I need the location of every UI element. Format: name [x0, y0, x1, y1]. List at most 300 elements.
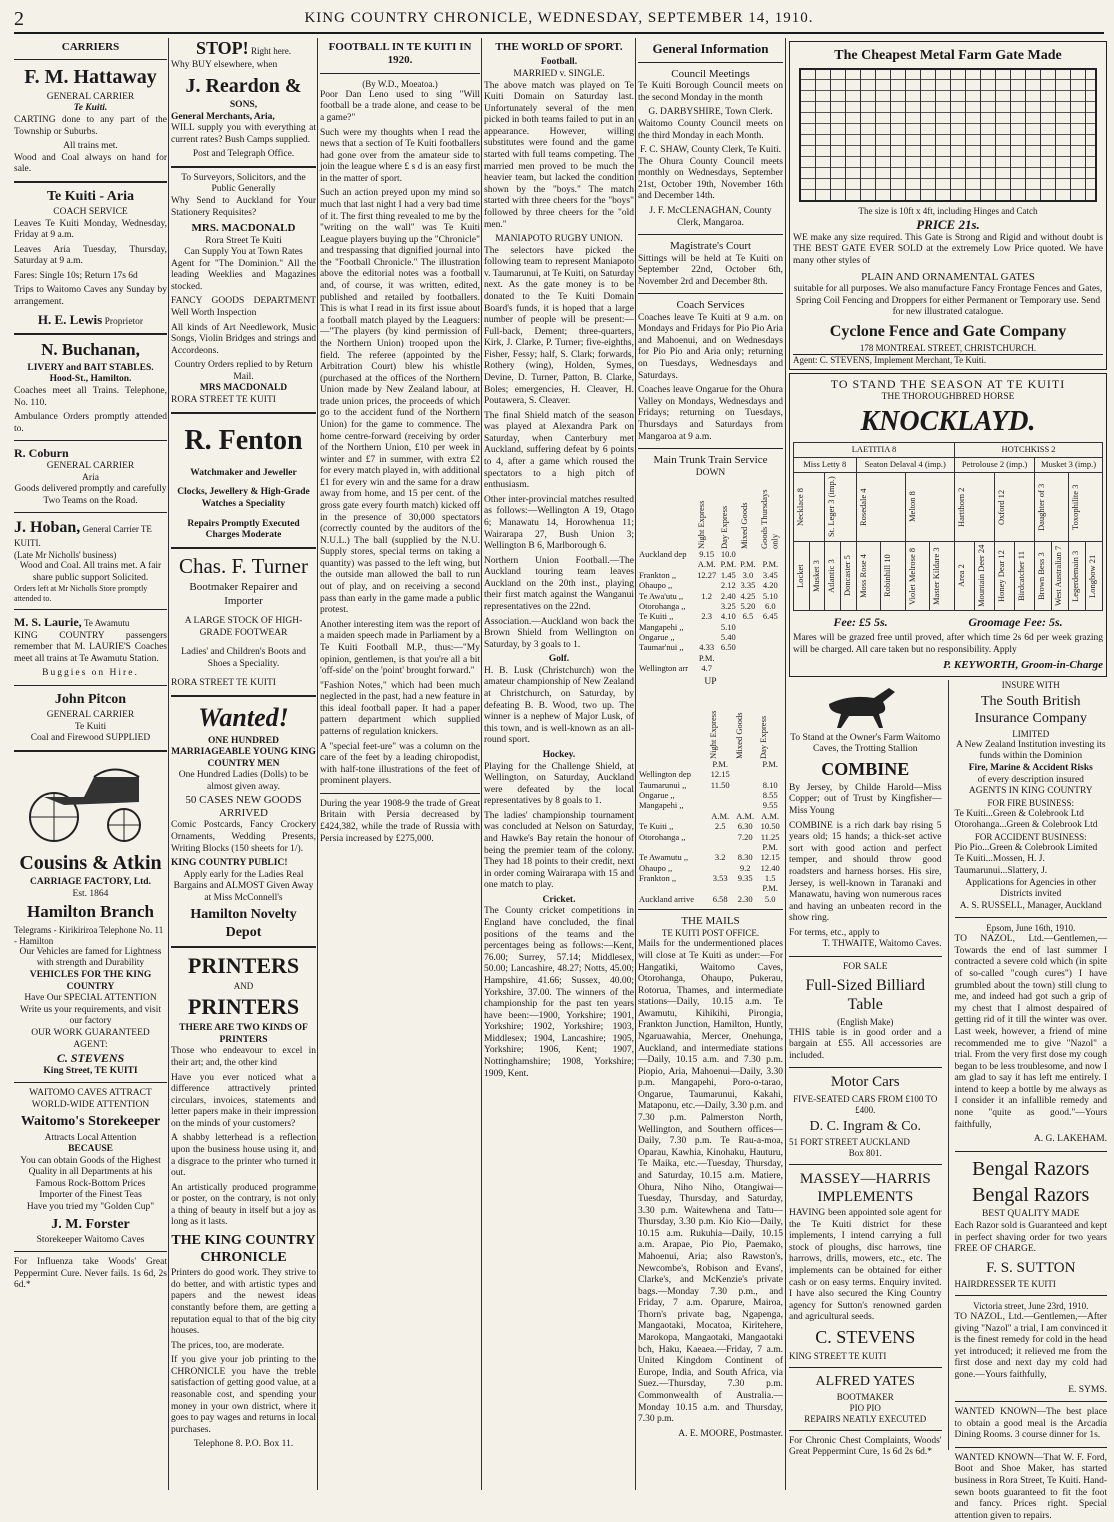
gate-body-2: suitable for all purposes. We also manufacture Fancy Frontage Fences and Gates, Spring Coil Fencing and Droppers for either Permanent or Temporary use. Send for new illustrated catalogue.: [793, 284, 1103, 318]
pedigree-cell: Robinhill 10: [881, 541, 906, 610]
timetable-row: [638, 873, 783, 883]
fenton-clocks: Clocks, Jewellery & High-Grade Watches a Speciality: [177, 487, 310, 509]
hattaway-trains: All trains met.: [63, 141, 118, 152]
lewis-role: Proprietor: [104, 316, 144, 327]
sport-hockey: Hockey.: [542, 749, 576, 760]
sb-limited: LIMITED: [1012, 728, 1050, 739]
timetable-station: Frankton ,,: [639, 872, 677, 883]
timetable-time: 3.2: [714, 852, 726, 863]
yates-role: BOOTMAKER: [836, 1391, 894, 1402]
timetable-time: P.M.: [740, 559, 756, 570]
novelty-depot: Hamilton Novelty Depot: [190, 907, 297, 940]
buchanan-ambulance: Ambulance Orders promptly attended to.: [14, 412, 167, 434]
timetable-time: 9.15: [699, 549, 715, 560]
telephone: Telephone 8. P.O. Box 11.: [193, 1439, 294, 1450]
rora-street: RORA STREET TE KUITI: [171, 395, 276, 406]
aria-fares: Fares: Single 10s; Return 17s 6d: [14, 270, 138, 281]
timetable-station: Wellington dep: [639, 769, 691, 780]
timetable-station: Otorohanga ,,: [639, 600, 686, 611]
timetable-time: [695, 632, 719, 642]
newspaper-title: KING COUNTRY CHRONICLE, WEDNESDAY, SEPTEMBER 14, 1910.: [304, 10, 814, 26]
vehicles-guarantee: OUR WORK GUARANTEED: [31, 1027, 150, 1038]
timetable-time: 5.40: [720, 631, 736, 642]
sb-for-fire: FOR FIRE BUSINESS:: [987, 797, 1075, 808]
magistrate-heading: Magistrate's Court: [669, 240, 752, 253]
fenton-charges: Charges Moderate: [205, 530, 282, 541]
timetable-station: Otorohanga ,,: [639, 831, 686, 842]
timetable-row: [638, 894, 783, 904]
fancy-body: All kinds of Art Needlework, Music Songs, Violin Bridges and strings and Accordeons.: [171, 322, 316, 356]
forster-name: J. M. Forster: [51, 1216, 130, 1232]
pedigree-table: [793, 442, 1103, 611]
to-surveyors: To Surveyors, Solicitors, and the Public Generally: [181, 172, 306, 195]
masthead: [14, 6, 1104, 34]
printers-body-1: Those who endeavour to excel in their art; and, the other kind: [171, 1046, 316, 1068]
chronicle-body-1: Printers do good work. They strive to do better, and with artistic types and papers and the newest ideas constantly before them, are getting a reputation equal to that of the big city houses.: [171, 1268, 316, 1337]
pedigree-cell: Miss Letty 8: [794, 457, 857, 472]
timetable-station: [638, 811, 707, 821]
because-heading: BECAUSE: [68, 1144, 113, 1155]
maniapoto-union: MANIAPOTO RUGBY UNION.: [495, 234, 623, 245]
timetable-time: 11.50: [710, 779, 730, 790]
pedigree-cell: Mountain Deer 24: [975, 541, 995, 610]
timetable-time: 5.10: [762, 590, 778, 601]
timetable-time: [733, 800, 757, 810]
subcolumn-rule: [948, 680, 949, 1450]
column-rule: [785, 38, 786, 1490]
stevens-name: C. STEVENS: [815, 1326, 916, 1347]
pedigree-cell: Doncaster 5: [840, 541, 856, 610]
importer: Importer of the Finest Teas: [39, 1190, 142, 1201]
hattaway-name: F. M. Hattaway: [24, 66, 157, 89]
billiard-body: THIS table is in good order and a bargain at £55. All accessories are included.: [789, 1027, 942, 1061]
printers-heading-1: PRINTERS: [187, 952, 300, 978]
column-rule: [168, 38, 169, 1490]
pedigree-cell: Moss Rose 4: [856, 541, 881, 610]
turner-role: Bootmaker Repairer and Importer: [189, 581, 298, 607]
timetable-row: [638, 642, 783, 652]
hattaway-role: GENERAL CARRIER: [46, 91, 135, 102]
timetable-column-header: Night Express: [695, 500, 706, 550]
timetable-row: [638, 559, 783, 569]
timetable-row: [638, 570, 783, 580]
timetable-time: 6.0: [765, 600, 776, 611]
timetable-row: [638, 622, 783, 632]
timetable-time: [733, 883, 757, 893]
wanted-cases: 50 CASES NEW GOODS ARRIVED: [185, 793, 302, 819]
gate-price: PRICE 21s.: [916, 217, 980, 233]
pedigree-cell: Oxford 12: [995, 472, 1035, 541]
timetable-time: 9.2: [739, 862, 751, 873]
coburn-town: Aria: [82, 472, 99, 483]
gate-body: WE make any size required. This Gate is Strong and Rigid and without doubt is THE BEST GATE EVER SOLD at the extremely Low Price quoted. We have many other styles of: [793, 232, 1103, 267]
timetable-station: Ongarue ,,: [639, 631, 675, 642]
football-para: "Fashion Notes," which had been much neglected in the past, had a new feature in this ideal football paper. It had a paper pattern department which supplied patterns of regulation knickers.: [320, 680, 480, 737]
hoban-name: J. Hoban,: [14, 519, 81, 537]
pedigree-cell: Hartthorn 2: [955, 472, 995, 541]
pedigree-cell: Daughter of 3: [1035, 472, 1069, 541]
massey-heading: MASSEY—HARRIS IMPLEMENTS: [799, 1170, 931, 1205]
timetable-time: [738, 653, 758, 663]
column-general-information: [638, 38, 783, 1490]
timetable-time: [738, 622, 758, 632]
knocklayd-ad: [789, 373, 1107, 677]
agent-dominion: Agent for "The Dominion." All the leading Weeklies and Magazines stocked.: [171, 258, 316, 292]
timetable-time: 5.0: [764, 893, 776, 904]
timetable-time: [707, 832, 733, 842]
hoban-late: (Late Mr Nicholls' business): [14, 550, 117, 561]
timetable-time: [758, 653, 783, 663]
sb-fire-sub: of every description insured: [977, 774, 1084, 785]
timetable-time: 1.2: [701, 590, 713, 601]
billiard-heading: Full-Sized Billiard Table: [805, 976, 926, 1014]
timetable-row: [638, 580, 783, 590]
timetable-row: [638, 811, 783, 821]
printers-body-3: A shabby letterhead is a reflection upon the business house using it, and a disgrace to the printer who turned it out.: [171, 1133, 316, 1179]
billiard-make: (English Make): [837, 1016, 894, 1027]
column-right-advertisements: [789, 38, 1108, 1521]
timetable-time: A.M.: [697, 559, 716, 570]
sport-golf: Golf.: [548, 654, 570, 665]
influenza-notice: For Influenza take Woods' Great Peppermint Cure. Never fails. 1s 6d, 2s 6d.*: [14, 1257, 167, 1291]
timetable-time: [757, 769, 783, 779]
timetable-time: 4.25: [740, 590, 756, 601]
timetable-station: Wellington arr: [639, 663, 689, 674]
timetable-station: Te Kuiti ,,: [639, 821, 674, 832]
column-rule: [481, 38, 482, 1490]
timetable-row: [638, 863, 783, 873]
vehicles-head: VEHICLES FOR THE KING COUNTRY: [29, 970, 152, 992]
timetable-time: [738, 549, 758, 559]
timetable-time: 3.35: [740, 580, 756, 591]
gate-illustration: [799, 68, 1097, 202]
laurie-town: Te Awamutu: [84, 617, 130, 628]
coburn-name: R. Coburn: [14, 446, 69, 461]
cyclone-name: Cyclone Fence and Gate Company: [829, 322, 1067, 340]
timetable-time: 2.12: [720, 580, 736, 591]
timetable-time: [707, 842, 733, 852]
combine-by: By Jersey, by Childe Harold—Miss Copper; out of Trust by Kingfisher—Miss Young: [789, 782, 942, 817]
timetable-time: P.M.: [762, 883, 778, 894]
combine-name: COMBINE: [821, 758, 910, 779]
fenton-name: R. Fenton: [184, 424, 303, 456]
timetable-corner: [638, 479, 695, 549]
timetable-time: 12.40: [760, 862, 780, 873]
football-para: Such an action preyed upon my mind so much that last night I had a very bad time of it. The first thing revealed to me by the "writing on the wall" was Te Kuiti League players buying up the "Chronicle" and trespassing that dignified journal into the "Football Chronicle." The illustration above the editorial notes was a football and, of course, it was written, edited, published and retailed by footballers. This is what I read in its first issue about a football match played by the Leaguers:—"The players (by kind permission of the Northern Union) trooped upon the field. The referee (appointed by the Arbitration Court) blew his whistle (purchased at the offices of the Northern Union made by New Zealand labour, at trade union prices, the proceeds of which go to the accident fund of the Northern Union) for the game to commence. The home centre-forward (receiving by order of the Northern Union, £10 per week in winter and £7 in summer, with extra £2 for every match played in, with additional £1 for every win and the same for a draw away from home, and 15 per cent. of the gross gate every fourth match) kicked off in the presence of 30,000 spectators (correctly counted by the auditors of the N.U.L.) The ball (supplied by the N.U. Supply stores, special terms on taking a quantity) was passed to the left wing, but the outside man allowed the ball to run out of play, and on receiving a second pass than early in the game made a public protest.: [320, 188, 480, 616]
timetable-station: [638, 559, 695, 569]
vehicles-special: Have Our SPECIAL ATTENTION: [24, 993, 157, 1004]
hattaway-body: CARTING done to any part of the Township or Suburbs.: [14, 114, 167, 137]
turner-address: RORA STREET TE KUITI: [171, 678, 276, 689]
timetable-row: [638, 790, 783, 800]
turner-ladies: Ladies' and Children's Boots and Shoes a Speciality.: [181, 647, 306, 669]
timetable-time: 6.5: [742, 611, 754, 622]
shaw: F. C. SHAW, County Clerk, Te Kuiti.: [639, 145, 782, 156]
pedigree-hotchkiss: HOTCHKISS 2: [955, 442, 1103, 457]
stand-heading: TO STAND THE SEASON AT TE KUITI: [830, 377, 1066, 392]
timetable-column-header: Goods Thursdays only: [758, 489, 780, 550]
aria-coach-role: COACH SERVICE: [53, 206, 128, 217]
timetable-station: Taumarunui ,,: [639, 779, 687, 790]
timetable-corner: [638, 689, 707, 759]
lewis-name: H. E. Lewis: [37, 311, 103, 327]
timetable-time: [738, 632, 758, 642]
timetable-station: Ohaupo ,,: [639, 580, 673, 591]
macdonald-signature: MRS MACDONALD: [199, 383, 288, 394]
football-headline: FOOTBALL IN TE KUITI IN 1920.: [328, 41, 472, 67]
golden-cup: Have you tried my "Golden Cup": [26, 1202, 155, 1213]
aria-trips: Trips to Waitomo Caves any Sunday by arrangement.: [14, 285, 167, 307]
darbyshire: G. DARBYSHIRE, Town Clerk.: [648, 107, 773, 118]
coach-heading: Coach Services: [676, 299, 745, 312]
pedigree-cell: Rosedale 4: [856, 472, 905, 541]
cousins-name: Cousins & Atkin: [19, 851, 162, 874]
timetable-row: [638, 780, 783, 790]
wanted-known-2: WANTED KNOWN—That W. F. Ford, Boot and Shoe Maker, has started business in Rora Street, Te Kuiti. Hand-sewn boots guaranteed to fit the foot and fancy. Prices right. Special attention given to repairs.: [954, 1452, 1108, 1521]
hattaway-town: Te Kuiti.: [73, 103, 108, 114]
magistrate-body: Sittings will be held at Te Kuiti on September 22nd, October 6th, November 2rd and December 8th.: [638, 253, 783, 287]
down-timetable: [638, 479, 783, 673]
timetable-station: [638, 759, 707, 769]
timetable-time: [733, 759, 757, 769]
timetable-column-header: Day Express: [719, 505, 730, 550]
sb-body: A New Zealand Institution investing its funds within the Dominion: [955, 739, 1106, 762]
stop-heading: STOP!: [195, 38, 249, 58]
sport-headline: THE WORLD OF SPORT.: [495, 41, 623, 53]
yates-name: ALFRED YATES: [815, 1373, 915, 1389]
nazol-date: Epsom, June 16th, 1910.: [986, 923, 1076, 934]
moore: A. E. MOORE, Postmaster.: [678, 1428, 783, 1439]
timetable-time: [707, 800, 733, 810]
pedigree-cell: Locket: [794, 541, 810, 610]
timetable-column-header: Night Express: [708, 710, 719, 759]
cousins-role: CARRIAGE FACTORY, Ltd.: [30, 877, 151, 888]
timetable-time: P.M.: [762, 841, 778, 852]
mares-notice: Mares will be grazed free until proved, after which time 2s 6d per week grazing will be charged. All care taken but no responsibility. Apply: [793, 633, 1103, 655]
pedigree-cell: West Australian 7: [1052, 541, 1069, 610]
motor-body: FIVE-SEATED CARS FROM £100 TO £400.: [793, 1093, 938, 1115]
timetable-time: 6.50: [720, 642, 736, 653]
football-para: A "special feet-ure" was a column on the care of the feet by a leading chiropodist, with half-tone illustrations of the feet of prominent players.: [320, 741, 480, 787]
gate-plain: PLAIN AND ORNAMENTAL GATES: [861, 270, 1035, 283]
timetable-time: P.M.: [762, 758, 778, 769]
timetable-row: [638, 601, 783, 611]
gate-size: The size is 10ft x 4ft, including Hinges and Catch: [858, 206, 1038, 217]
nazol2-body: TO NAZOL, Ltd.—Gentlemen,—After giving "Nazol" a trial, I am convinced it is the finest remedy for cold in the head yet introduced; it relieved me from the first dose and next day my cold had gone.—Yours faithfully,: [954, 1312, 1108, 1380]
timetable-row: [638, 769, 783, 779]
right-subcolumn-right: [954, 679, 1108, 1521]
cyclone-agent: Agent: C. STEVENS, Implement Merchant, Te Kuiti.: [793, 354, 1103, 366]
reardon-sons: SONS,: [229, 99, 258, 110]
timetable-time: 6.45: [762, 611, 778, 622]
timetable-station: [638, 653, 695, 663]
pedigree-cell: Seaton Delaval 4 (imp.): [856, 457, 955, 472]
timetable-time: [707, 790, 733, 800]
timetable-station: Mangapehi ,,: [639, 800, 684, 811]
hoban-role: General Carrier TE KUITI.: [14, 524, 152, 548]
timetable-time: 6.30: [737, 821, 753, 832]
sb-applications: Applications for Agencies in other Districts invited: [965, 877, 1097, 900]
timetable-row: [638, 663, 783, 673]
sport-para: The ladies' championship tournament was concluded at Nelson on Saturday, and Hawke's Bay retain the honour of being the premier team of the colony. They had 18 points to their credit, next in order coming Wairarapa with 15 and one match to play.: [484, 810, 634, 891]
stand-sub: THE THOROUGHBRED HORSE: [881, 391, 1015, 402]
sb-fire-agents: Te Kuiti...Green & Colebrook Ltd Otorohanga...Green & Colebrook Ltd: [954, 808, 1098, 831]
mails-post-office: TE KUITI POST OFFICE.: [661, 928, 760, 939]
timetable-time: 9.55: [762, 800, 778, 811]
timetable-row: [638, 883, 783, 893]
timetable-time: P.M.: [720, 559, 737, 570]
timetable-time: [695, 622, 719, 632]
king-public: KING COUNTRY PUBLIC!: [171, 858, 288, 869]
football-para: Poor Dan Leno used to sing "Will football be a trade alone, and cease to be a game?": [320, 89, 480, 123]
best-quality: BEST QUALITY MADE: [981, 1209, 1080, 1220]
timetable-time: [738, 663, 758, 673]
pedigree-cell: Area 2: [955, 541, 975, 610]
reardon-name: J. Reardon &: [185, 74, 302, 97]
sutton-role: HAIRDRESSER TE KUITI: [954, 1279, 1056, 1290]
motor-heading: Motor Cars: [830, 1074, 900, 1091]
laurie-name: M. S. Laurie,: [14, 614, 82, 629]
pedigree-cell: Musket 3 (imp.): [1035, 457, 1103, 472]
council-heading: Council Meetings: [671, 67, 750, 80]
keyworth: P. KEYWORTH, Groom-in-Charge: [943, 659, 1103, 672]
timetable-time: 12.15: [760, 852, 780, 863]
buchanan-livery: LIVERY and BAIT STABLES.: [27, 362, 154, 373]
timetable-time: 12.15: [710, 769, 730, 780]
knocklayd-name: KNOCKLAYD.: [860, 406, 1036, 438]
football-para: Such were my thoughts when I read the news that a section of Te Kuiti footballers had gone over from the amateur side to join the league where £ s d is an easy first in the matter of sport.: [320, 127, 480, 184]
mails-heading: THE MAILS: [681, 915, 740, 928]
timetable-column-header: Mixed Goods: [734, 712, 745, 759]
pedigree-cell: Brown Bess 3: [1035, 541, 1052, 610]
timetable-time: 2.5: [714, 821, 726, 832]
timetable-column-header: Day Express: [758, 715, 769, 759]
persia-trade-para: During the year 1908-9 the trade of Great Britain with Persia decreased by £424,382, while the trade of Russia with Persia increased by £275,000.: [320, 798, 480, 844]
wanted-known-1: WANTED KNOWN—The best place to obtain a good meal is the Arcadia Dining Rooms. 3 course dinner for 1s.: [954, 1407, 1108, 1441]
cousins-telephone: Telegrams - Kirikiriroa Telephone No. 11 - Hamilton: [14, 924, 164, 946]
timetable-time: [758, 632, 783, 642]
ingram-box: Box 801.: [848, 1147, 882, 1158]
timetable-time: [718, 663, 738, 673]
aria-leaves-aria: Leaves Aria Tuesday, Thursday, Saturday at 9 a.m.: [14, 244, 167, 267]
sport-para: Other inter-provincial matches resulted as follows:—Wellington A 19, Otago 6; Manawatu 14, Horowhenua 11; Wairarapa 27, Bush Union 3; Wellington B 6, Marlborough 6.: [484, 494, 634, 552]
turner-name: Chas. F. Turner: [178, 553, 308, 578]
timetable-time: [695, 580, 719, 590]
pitcon-town: Te Kuiti: [74, 721, 107, 732]
russell: A. S. RUSSELL, Manager, Auckland: [959, 900, 1102, 911]
pedigree-cell: Master Kildare 3: [930, 541, 955, 610]
timetable-station: [638, 842, 707, 852]
aria-coach-name: Te Kuiti - Aria: [47, 188, 134, 204]
timetable-time: 9.35: [737, 872, 753, 883]
agent-name: C. STEVENS: [56, 1051, 125, 1066]
pedigree-cell: Honey Dear 12: [995, 541, 1015, 610]
combine-terms: For terms, etc., apply to: [789, 927, 880, 938]
column-carriers: [14, 38, 167, 1490]
timetable-station: [638, 883, 707, 893]
agent-label: AGENT:: [73, 1039, 108, 1050]
sport-para: Northern Union Football.—The Auckland touring team leaves Auckland on the 20th inst., playing their first match against the Wanganui representatives on the 22nd.: [484, 555, 634, 612]
timetable-time: [695, 601, 719, 611]
timetable-time: [733, 790, 757, 800]
timetable-time: A.M.: [711, 810, 730, 821]
why-buy: Why BUY elsewhere, when: [171, 59, 278, 70]
printers-body-4: An artistically produced programme or poster, on the contrary, is not only a thing of beauty in itself but a joy as long as it lasts.: [171, 1182, 316, 1228]
sb-agents: AGENTS IN KING COUNTRY: [968, 786, 1093, 797]
timetable-time: 3.25: [720, 600, 736, 611]
stop-right: Right here.: [251, 46, 292, 56]
timetable-station: Auckland dep: [639, 549, 687, 560]
mails-body: Mails for the undermentioned places will close at Te Kuiti as under:—For Hangatiki, Waitomo Caves, Otorohanga, Ohaupo, Pukerau, Rotorua, Thames, and intermediate stations—Daily, 10.15 a.m. Te Awamutu, Kihikihi, Pirongia, Frankton Junction, Hamilton, Huntly, Ngaruawahia, Mercer, Onehunga, Auckland, and intermediate stations—Daily, 10.15 a.m. and 7.30 p.m. Piopio, Aria, Mahoenui—Daily, 3.30 p.m. Mangapehi, Poro-o-tarao, Ongarue, Taumarunui, Kakahi, Mataponu, etc.—Daily, 3.30 p.m. and 7.30 p.m. Palmerston North, Wellington, and Southern offices—Daily, 7.30 p.m. Te Rau-a-moa, Oparau, Kawhia, Kinohaku, Hauturu, Te Maika, etc.—Tuesday, Thursday, and Saturday, 10.15 a.m. Matiere, Ohura, Niho Niho, Otangiwai—Tuesday, Thursday, and Saturday, 3.30 p.m. Waitewhena and Tatu—Thursday, 3.30 p.m. Kio Kio—Daily, 10.15 a.m. Rukuhia—Daily, 10.15 a.m. Arapae, Pio Pio, Paemako, Mahoenui, Aria; also Rawston's, Newcombe's, Robison and Evans', Clarke's, and McKenzie's private bags.—Monday 7.30 p.m., and Friday, 7 a.m. Oparure, Mairoa, Thorn's private bag, Ngapenga, Mangaotaki, Mocatoa, Kiritehere, Marokopa, Mangaotaki, Mangaotaki bch, Haku, Kaeaea.—Friday, 7 a.m. United Kingdom Continent of Europe, India, and South Africa, via Suez.—Thursday, 7.30 p.m. Commonwealth of Australia.—Monday 10.15 a.m. and Thursday, 7.30 p.m.: [638, 939, 783, 1425]
gate-heading: The Cheapest Metal Farm Gate Made: [834, 48, 1062, 63]
hoban-body: Wood and Coal. All trains met. A fair share public support Solicited.: [19, 561, 162, 583]
timetable-row: [638, 759, 783, 769]
aria-leaves-tekuiti: Leaves Te Kuiti Monday, Wednesday, Friday at 9 a.m.: [14, 218, 167, 241]
combine-stand: To Stand at the Owner's Farm Waitomo Caves, the Trotting Stallion: [790, 732, 941, 755]
hamilton-branch: Hamilton Branch: [26, 902, 155, 922]
column-world-of-sport: [484, 38, 634, 1490]
football-byline: (By W.D., Moeatoa.): [362, 78, 438, 89]
timetable-time: 8.55: [762, 790, 778, 801]
timetable-time: [733, 780, 757, 790]
buchanan-name: N. Buchanan,: [41, 340, 140, 360]
timetable-time: [707, 883, 733, 893]
horse-illustration: [819, 684, 912, 729]
buchanan-coaches: Coaches meet all Trains. Telephone, No. 110.: [14, 386, 167, 408]
post-office: Post and Telegraph Office.: [192, 149, 295, 160]
reardon-role: General Merchants, Aria,: [171, 111, 275, 122]
chronicle-heading: THE KING COUNTRY CHRONICLE: [171, 1233, 316, 1266]
macdonald-supply: Can Supply You at Town Rates: [184, 247, 303, 258]
sport-para: The final Shield match of the season was played at Alexandra Park on Saturday, when Canterbury met Auckland, suffering defeat by 6 points to 4, after a game which roused the spectators to a high pitch of enthusiasm.: [484, 410, 634, 491]
printers-heading-2: PRINTERS: [187, 994, 300, 1020]
hoban-orders: Orders left at Mr Nicholls Store promptly attended to.: [14, 584, 148, 604]
buchanan-place: Hood-St., Hamilton.: [49, 374, 132, 385]
timetable-station: Te Kuiti ,,: [639, 611, 674, 622]
timetable-time: A.M.: [736, 810, 755, 821]
timetable-station: Ohaupo ,,: [639, 862, 673, 873]
pitcon-body: Coal and Firewood SUPPLIED: [30, 733, 151, 744]
timetable-time: [738, 642, 758, 652]
timetable-row: [638, 632, 783, 642]
timetable-time: 2.3: [701, 611, 713, 622]
timetable-time: 1.5: [764, 872, 776, 883]
macdonald-address: Rora Street Te Kuiti: [205, 235, 282, 246]
coach-body: Coaches leave Te Kuiti at 9 a.m. on Mondays and Fridays for Pio Pio Aria and Mahoenui, and on Wednesdays for Pio Pio and Aria only; returning on Tuesdays, Wednesdays and Saturdays.: [638, 312, 783, 381]
massey-body: HAVING been appointed sole agent for the Te Kuiti district for these implements, I intend carrying a full stock of ploughs, disc harrows, tine harrows, drills, mowers, etc., etc. The implements can be obtained for either cash or on easy terms. Enquiry invited. I have also secured the King Country agency for Sutton's renowned garden and agricultural seeds.: [789, 1208, 942, 1323]
bengal-heading-2: Bengal Razors: [972, 1184, 1090, 1207]
gate-ad: [789, 41, 1107, 370]
timetable-station: Ongarue ,,: [639, 790, 675, 801]
timetable-time: 6.58: [712, 893, 728, 904]
column-football-article: [320, 38, 480, 1490]
timetable-time: P.M.: [698, 652, 715, 663]
country-orders: Country Orders replied to by Return Mail.: [174, 360, 313, 382]
yates-repairs: REPAIRS NEATLY EXECUTED: [804, 1413, 927, 1424]
forster-role: Storekeeper Waitomo Caves: [36, 1234, 145, 1245]
sutton-name: F. S. SUTTON: [986, 1259, 1076, 1276]
syms: E. SYMS.: [1068, 1384, 1108, 1395]
laurie-buggies: Buggies on Hire.: [42, 668, 139, 679]
football-para: Another interesting item was the report of a maiden speech made in Parliament by a Te Kuiti Football M.P., thus:—"My opinion, gentlemen, is that you're all a bit 'off-side' on the 'point' brought forward.": [320, 619, 480, 677]
laurie-body: KING COUNTRY passengers remember that M. LAURIE'S Coaches meet all trains at Te Awamutu Station.: [14, 630, 167, 664]
waitomo-storekeeper: Waitomo's Storekeeper: [20, 1114, 161, 1130]
timetable-station: Taumar'nui ,,: [639, 642, 684, 653]
timetable-time: 10.50: [760, 821, 780, 832]
fancy-goods: FANCY GOODS DEPARTMENT Well Worth Inspection: [171, 296, 316, 318]
wanted-heading: Wanted!: [198, 702, 289, 732]
chronicle-body-2: The prices, too, are moderate.: [171, 1340, 285, 1351]
